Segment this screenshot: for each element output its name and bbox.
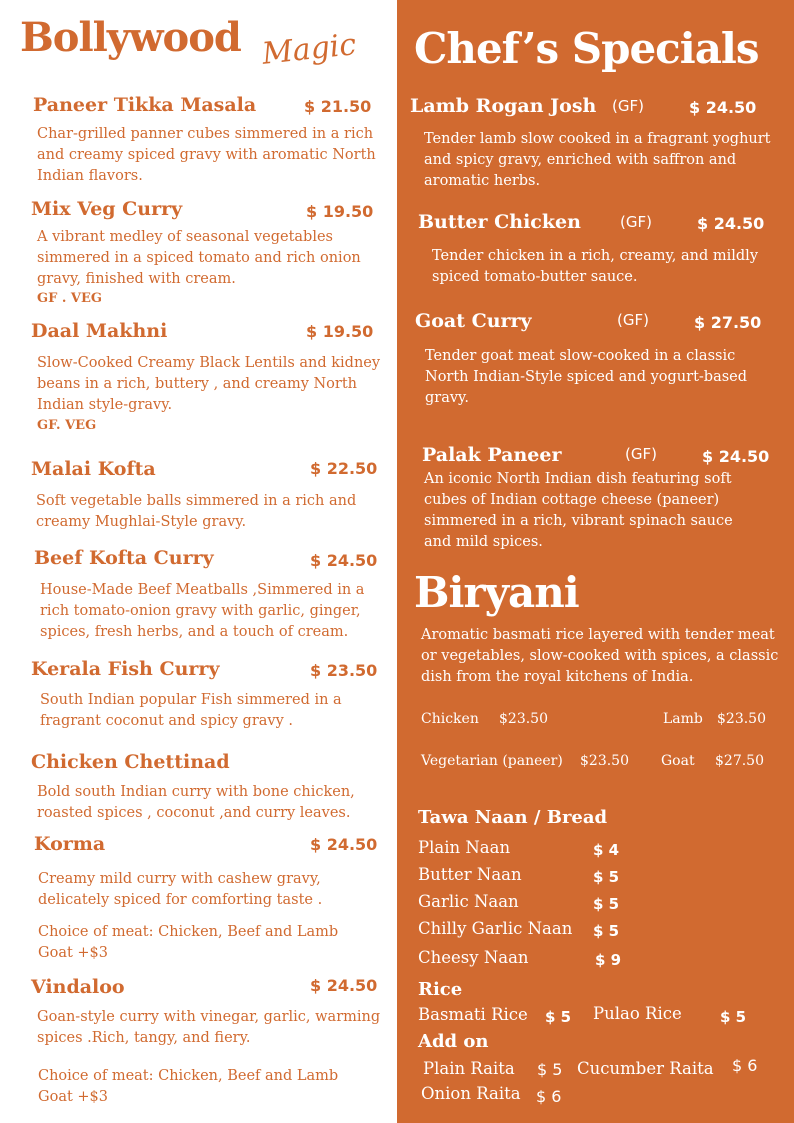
special-price: $ 24.50 [689, 98, 757, 117]
special-description: Tender lamb slow cooked in a fragrant yoghurt and spicy gravy, enriched with saffron and aromatic herbs. [424, 131, 771, 189]
biryani-option: Goat [661, 753, 695, 769]
dish-price: $ 24.50 [310, 835, 378, 854]
dish-name: Korma [34, 833, 106, 855]
biryani-option: Chicken [421, 711, 479, 727]
biryani-price: $23.50 [717, 711, 766, 727]
dish-price: $ 22.50 [310, 459, 378, 478]
special-description: An iconic North Indian dish featuring soft cubes of Indian cottage cheese (paneer) simmered in a rich, vibrant spinach sauce and mild spices. [424, 471, 733, 550]
naan-heading: Tawa Naan / Bread [418, 807, 608, 828]
addon-price: $ 6 [732, 1056, 758, 1075]
dish-description: House-Made Beef Meatballs ,Simmered in a rich tomato-onion gravy with garlic, ginger, spices, fresh herbs, and a touch of cream. [40, 582, 365, 640]
dish-name: Kerala Fish Curry [31, 658, 220, 680]
gf-tag: (GF) [620, 213, 652, 231]
dietary-tag: GF. VEG [37, 418, 97, 433]
dish-description: Bold south Indian curry with bone chicken, roasted spices , coconut ,and curry leaves. [37, 784, 355, 821]
dish-name: Beef Kofta Curry [34, 547, 214, 569]
dish-price: $ 19.50 [306, 322, 374, 341]
special-name: Goat Curry [415, 310, 532, 332]
meat-choice: Choice of meat: Chicken, Beef and Lamb Goat +$3 [38, 1068, 339, 1105]
addon-heading: Add on [418, 1031, 489, 1052]
naan-price: $ 4 [593, 841, 620, 859]
dietary-tag: GF . VEG [37, 291, 103, 306]
gf-tag: (GF) [625, 445, 657, 463]
menu-title-script: Magic [260, 27, 358, 72]
special-name: Butter Chicken [418, 211, 581, 233]
addon-item: Plain Raita [423, 1059, 515, 1078]
special-price: $ 27.50 [694, 313, 762, 332]
dish-name: Chicken Chettinad [31, 751, 230, 773]
dish-name: Malai Kofta [31, 458, 156, 480]
menu-title: Bollywood [20, 14, 241, 61]
dish-name: Daal Makhni [31, 320, 168, 342]
dish-description: Char-grilled panner cubes simmered in a rich and creamy spiced gravy with aromatic North Indian flavors. [37, 126, 376, 184]
specials-heading: Chef’s Specials [414, 24, 759, 73]
special-name: Lamb Rogan Josh [410, 95, 597, 117]
dish-description: South Indian popular Fish simmered in a fragrant coconut and spicy gravy . [40, 692, 342, 729]
biryani-description: Aromatic basmati rice layered with tender meat or vegetables, slow-cooked with spices, a classic dish from the royal kitchens of India. [421, 627, 779, 685]
naan-item: Chilly Garlic Naan [418, 919, 573, 938]
meat-choice: Choice of meat: Chicken, Beef and Lamb Goat +$3 [38, 924, 339, 961]
dish-price: $ 23.50 [310, 661, 378, 680]
naan-item: Cheesy Naan [418, 948, 529, 967]
rice-heading: Rice [418, 979, 463, 1000]
rice-item: Basmati Rice [418, 1005, 528, 1024]
biryani-option: Lamb [663, 711, 703, 727]
biryani-price: $27.50 [715, 753, 764, 769]
addon-item: Onion Raita [421, 1084, 521, 1103]
dish-description: Goan-style curry with vinegar, garlic, warming spices .Rich, tangy, and fiery. [37, 1009, 381, 1046]
special-description: Tender chicken in a rich, creamy, and mildly spiced tomato-butter sauce. [432, 248, 759, 285]
dish-price: $ 19.50 [306, 202, 374, 221]
naan-price: $ 5 [593, 868, 620, 886]
dish-price: $ 24.50 [310, 976, 378, 995]
special-name: Palak Paneer [422, 444, 562, 466]
rice-item: Pulao Rice [593, 1004, 682, 1023]
dish-name: Vindaloo [31, 976, 125, 998]
biryani-price: $23.50 [580, 753, 629, 769]
special-price: $ 24.50 [697, 214, 765, 233]
special-price: $ 24.50 [702, 447, 770, 466]
naan-item: Garlic Naan [418, 892, 519, 911]
rice-price: $ 5 [720, 1008, 747, 1026]
dish-name: Mix Veg Curry [31, 198, 183, 220]
addon-price: $ 5 [537, 1060, 563, 1079]
biryani-price: $23.50 [499, 711, 548, 727]
naan-item: Butter Naan [418, 865, 522, 884]
dish-description: Creamy mild curry with cashew gravy, delicately spiced for comforting taste . [38, 871, 323, 908]
dish-price: $ 24.50 [310, 551, 378, 570]
naan-price: $ 9 [595, 951, 622, 969]
special-description: Tender goat meat slow-cooked in a classic North Indian-Style spiced and yogurt-based gravy. [425, 348, 748, 406]
gf-tag: (GF) [617, 311, 649, 329]
naan-price: $ 5 [593, 922, 620, 940]
dish-description: Soft vegetable balls simmered in a rich and creamy Mughlai-Style gravy. [36, 493, 357, 530]
rice-price: $ 5 [545, 1008, 572, 1026]
dish-price: $ 21.50 [304, 97, 372, 116]
dish-name: Paneer Tikka Masala [33, 94, 257, 116]
naan-item: Plain Naan [418, 838, 511, 857]
biryani-option: Vegetarian (paneer) [421, 753, 563, 769]
naan-price: $ 5 [593, 895, 620, 913]
dish-description: Slow-Cooked Creamy Black Lentils and kidney beans in a rich, buttery , and creamy North Indian style-gravy. [37, 355, 381, 413]
addon-price: $ 6 [536, 1087, 562, 1106]
gf-tag: (GF) [612, 97, 644, 115]
biryani-heading: Biryani [414, 568, 579, 617]
dish-description: A vibrant medley of seasonal vegetables simmered in a spiced tomato and rich onion gravy, finished with cream. [37, 229, 361, 287]
addon-item: Cucumber Raita [577, 1059, 714, 1078]
